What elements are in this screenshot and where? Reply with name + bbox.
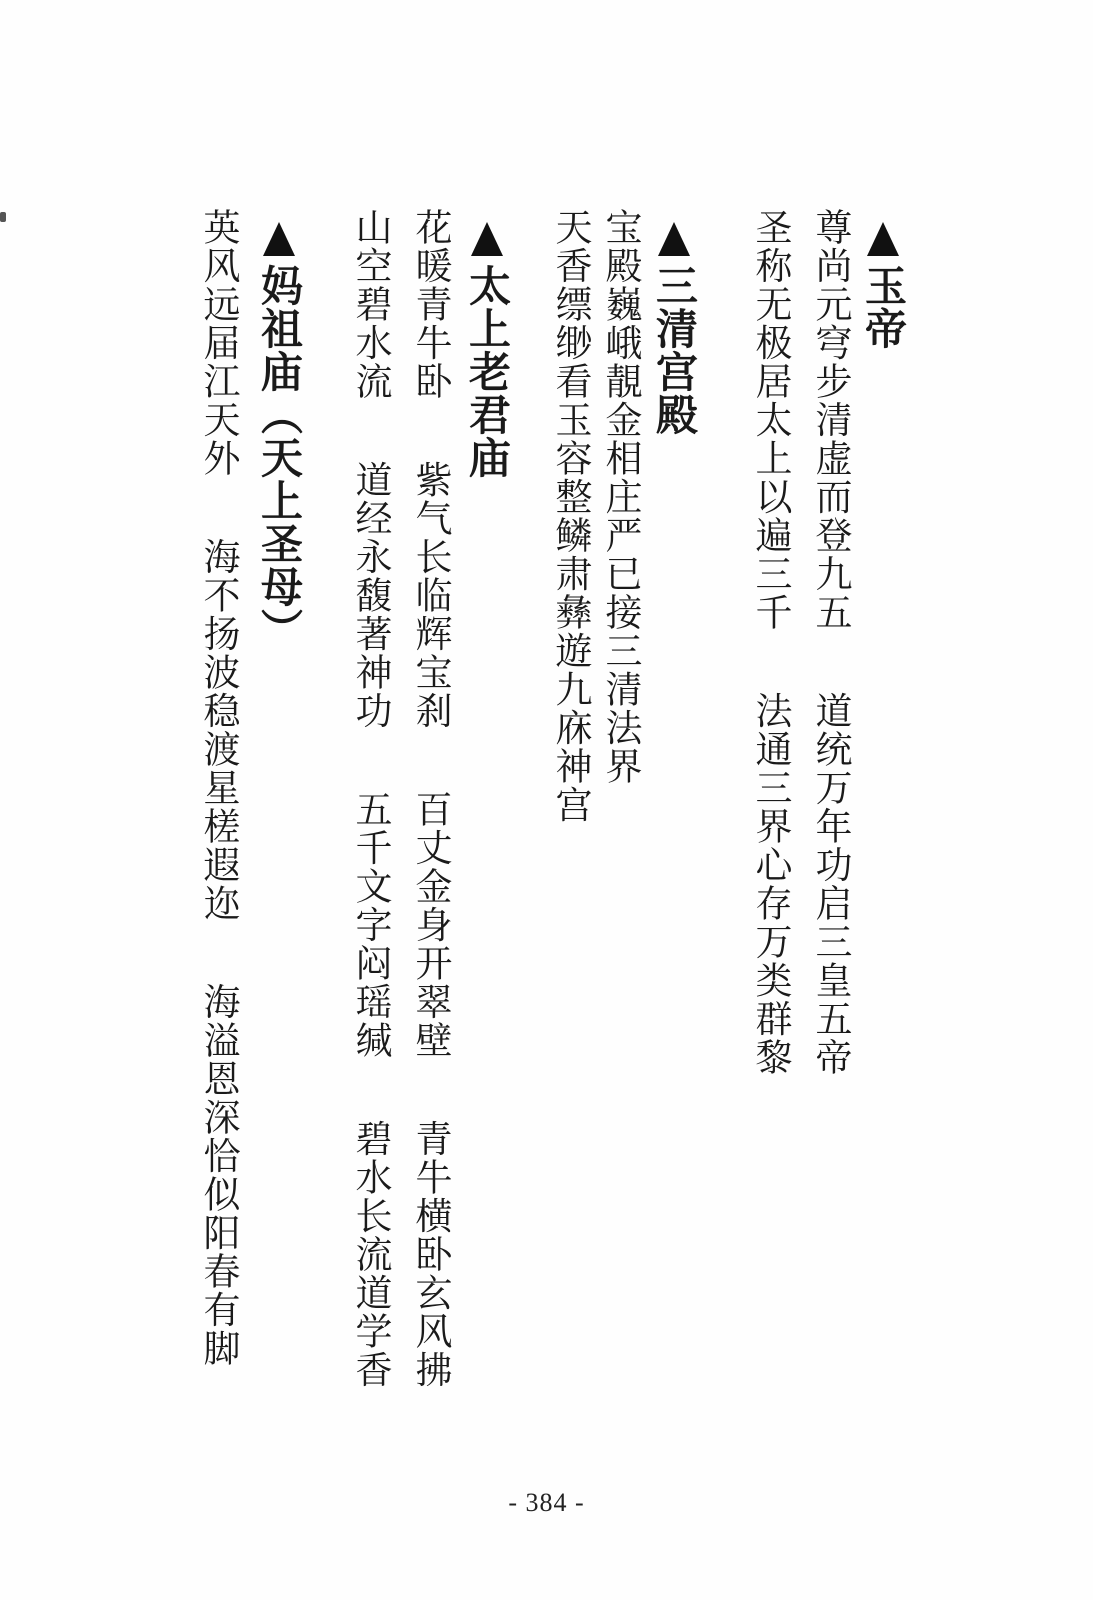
verse-line: 圣称无极居太上以遍三千 [749,208,792,632]
section-heading-sanqing [650,222,699,436]
triangle-marker-icon [867,222,899,256]
verse-line: 道经永馥著神功 [349,460,392,730]
section-heading-yudi [859,222,908,350]
verse-column [549,208,592,824]
section-heading-mazu [255,222,304,651]
verse-line: 五千文字闷瑶缄 [349,790,392,1060]
verse-column [197,208,240,1368]
verse-line: 天香缥缈看玉容整鳞肃彝遊九庥神宫 [549,208,592,824]
verse-column [409,208,452,1389]
section-heading-laojun [463,222,512,479]
triangle-marker-icon [263,222,295,256]
verse-line: 山空碧水流 [349,208,392,401]
verse-column [809,208,852,1077]
verse-line: 碧水长流道学香 [349,1119,392,1389]
verse-line: 英风远届江天外 [197,208,240,478]
triangle-marker-icon [471,222,503,256]
page-number: - 384 - [508,1488,585,1517]
verse-column [599,208,642,786]
section-title: 玉帝 [859,264,908,350]
verse-column [349,208,392,1389]
verse-line: 宝殿巍峨靚金相庄严已接三清法界 [599,208,642,786]
verse-line: 紫气长临辉宝刹 [409,460,452,730]
section-title: 妈祖庙（天上圣母） [255,264,304,651]
triangle-marker-icon [658,222,690,256]
verse-line: 青牛横卧玄风拂 [409,1119,452,1389]
section-title: 三清宫殿 [650,264,699,436]
verse-line: 道统万年功启三皇五帝 [809,691,852,1077]
verse-line: 尊尚元穹步清虚而登九五 [809,208,852,632]
verse-line: 海溢恩深恰似阳春有脚 [197,982,240,1368]
verse-line: 法通三界心存万类群黎 [749,691,792,1077]
verse-line: 百丈金身开翠壁 [409,790,452,1060]
verse-line: 海不扬波稳渡星槎遐迩 [197,537,240,923]
scan-speck [0,212,6,222]
verse-line: 花暖青牛卧 [409,208,452,401]
verse-column [749,208,792,1077]
section-title: 太上老君庙 [463,264,512,479]
